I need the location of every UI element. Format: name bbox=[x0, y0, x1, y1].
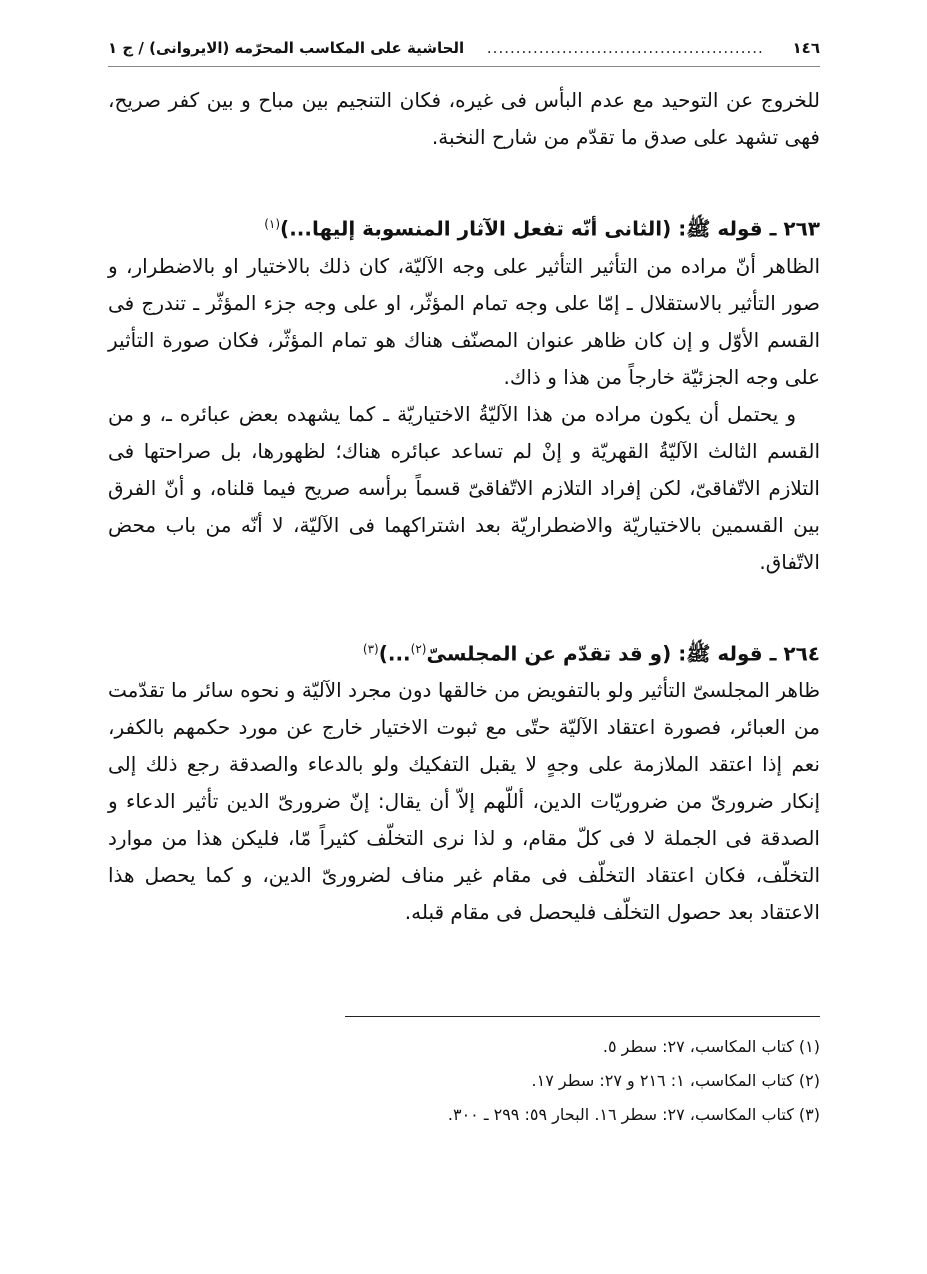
footnote-divider bbox=[345, 1016, 820, 1017]
footnotes bbox=[108, 1030, 820, 1132]
running-header bbox=[108, 34, 820, 62]
section-heading-263 bbox=[108, 206, 820, 248]
footnote-1: (١) كتاب المكاسب، ٢٧: سطر ٥. bbox=[602, 1037, 820, 1056]
footnote-2: (٢) كتاب المكاسب، ١: ٢١٦ و ٢٧: سطر ١٧. bbox=[531, 1071, 820, 1090]
paragraph-263-2: و يحتمل أن يكون مراده من هذا الآليّةُ الاختياريّة ـ كما يشهده بعض عبائره ـ، و من القسم الثالث الآليّةُ القهريّة و إنْ لم تساعد عبائره هناك؛ لظهورها، بل صراحتها فى التلازم الاتّفاقىّ، لكن إفراد التلازم الاتّفاقىّ قسماً برأسه صريح فيما قلناه، و أنّ الفرق بين القسمين بالاختياريّة والاضطراريّة بعد اشتراكهما فى الآليّة، لا أنّه من باب محض الاتّفاق. bbox=[108, 401, 820, 574]
heading-264-text: ٢٦٤ ـ قوله ﷺ: (و قد تقدّم عن المجلسىّ bbox=[426, 641, 820, 666]
header-divider bbox=[108, 66, 820, 67]
section-heading-264 bbox=[108, 631, 820, 673]
footnote-ref-1[interactable]: (١) bbox=[264, 217, 281, 231]
paragraph-continuation: للخروج عن التوحيد مع عدم البأس فى غيره، فكان التنجيم بين مباح و بين كفر صريح، فهى تشهد على صدق ما تقدّم من شارح النخبة. bbox=[108, 88, 820, 149]
book-title: الحاشية على المكاسب المحرّمه (الايروانى) / ج ١ bbox=[108, 39, 465, 57]
paragraph-263-1: الظاهر أنّ مراده من التأثير التأثير على وجه الآليّة، كان ذلك بالاختيار او بالاضطرار، و صور التأثير بالاستقلال ـ إمّا على وجه تمام المؤثّر، او على وجه جزء المؤثّر ـ تندرج فى القسم الأوّل و إن كان ظاهر عنوان المصنّف هناك هو تمام المؤثّر، فكان صورة التأثير على وجه الجزئيّة خارجاً من هذا و ذاك. bbox=[108, 253, 820, 389]
page-number: ١٤٦ bbox=[792, 39, 820, 57]
main-text bbox=[108, 82, 820, 931]
paragraph-264-1: ظاهر المجلسىّ التأثير ولو بالتفويض من خالقها دون مجرد الآليّة و نحوه سائر ما تقدّمت من العبائر، فصورة اعتقاد الآليّة حتّى مع ثبوت الاختيار خارج عن مورد حكمهم بالكفر، نعم إذا اعتقد الملازمة على وجهٍ لا يقبل التفكيك ولو بالدعاء والصدقة رجع ذلك إلى إنكار ضرورىّ من ضروريّات الدين، أللّهم إلاّ أن يقال: إنّ ضرورىّ الدين تأثير الدعاء و الصدقة فى الجملة لا فى كلّ مقام، و لذا نرى التخلّف كثيراً مّا، فليكن هذا من موارد التخلّف، فكان اعتقاد التخلّف فى مقام غير مناف لضرورىّ الدين، و كما يحصل هذا الاعتقاد بعد حصول التخلّف فليحصل فى مقام قبله. bbox=[108, 678, 820, 925]
heading-264-ellipsis: ...) bbox=[378, 641, 411, 666]
leader-dots: ................................................ bbox=[486, 39, 764, 57]
heading-263-text: ٢٦٣ ـ قوله ﷺ: (الثانى أنّه تفعل الآثار المنسوبة إليها...) bbox=[280, 216, 820, 241]
footnote-ref-2[interactable]: (٢) bbox=[410, 641, 427, 656]
footnote-3: (٣) كتاب المكاسب، ٢٧: سطر ١٦. البحار ٥٩: ٢٩٩ ـ ٣٠٠. bbox=[447, 1105, 820, 1124]
footnote-ref-3[interactable]: (٣) bbox=[362, 641, 379, 656]
